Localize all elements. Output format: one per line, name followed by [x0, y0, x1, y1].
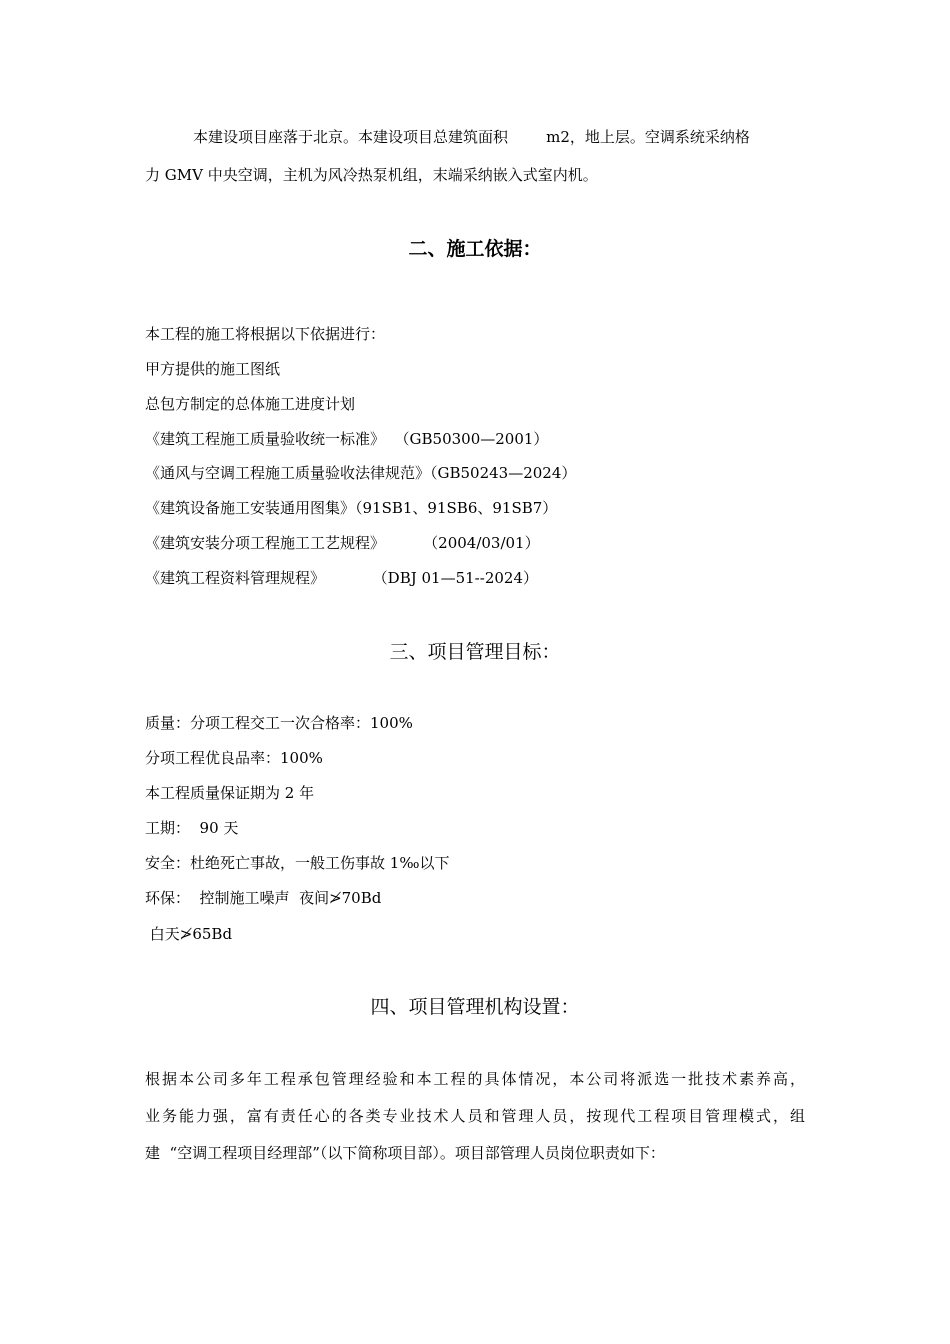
goal-item: 安全：杜绝死亡事故，一般工伤事故 1‰以下: [145, 854, 450, 872]
org-paragraph-line-2: 业务能力强，富有责任心的各类专业技术人员和管理人员，按现代工程项目管理模式，组: [145, 1107, 805, 1125]
section-2-heading: 二、施工依据：: [408, 238, 542, 260]
intro-line-1: 本建设项目座落于北京。本建设项目总建筑面积 m2，地上层。空调系统采纳格: [193, 128, 750, 146]
goal-item: 工期： 90 天: [145, 819, 239, 837]
section-4-heading: 四、项目管理机构设置：: [370, 996, 580, 1018]
basis-item: 《通风与空调工程施工质量验收法律规范》（GB50243—2024）: [145, 464, 577, 482]
goal-item: 环保： 控制施工噪声 夜间≯70Bd: [145, 889, 382, 907]
goal-item: 白天≯65Bd: [145, 925, 233, 943]
basis-item: 本工程的施工将根据以下依据进行：: [145, 325, 386, 343]
basis-item: 《建筑设备施工安装通用图集》（91SB1、91SB6、91SB7）: [145, 499, 558, 517]
basis-item: 总包方制定的总体施工进度计划: [145, 395, 356, 413]
org-paragraph-line-3: 建 “空调工程项目经理部”（以下简称项目部）。项目部管理人员岗位职责如下：: [145, 1144, 665, 1162]
basis-item: 《建筑工程资料管理规程》 （DBJ 01—51--2024）: [145, 569, 538, 587]
goal-item: 本工程质量保证期为 2 年: [145, 784, 315, 802]
basis-item: 《建筑工程施工质量验收统一标准》 （GB50300—2001）: [145, 430, 549, 448]
intro-line-2: 力 GMV 中央空调，主机为风冷热泵机组，末端采纳嵌入式室内机。: [145, 166, 598, 184]
goal-item: 分项工程优良品率：100%: [145, 749, 323, 767]
section-3-heading: 三、项目管理目标：: [389, 641, 561, 663]
basis-item: 甲方提供的施工图纸: [145, 360, 281, 378]
basis-item: 《建筑安装分项工程施工工艺规程》 （2004/03/01）: [145, 534, 540, 552]
goal-item: 质量：分项工程交工一次合格率：100%: [145, 714, 413, 732]
org-paragraph-line-1: 根据本公司多年工程承包管理经验和本工程的具体情况，本公司将派选一批技术素养高，: [145, 1070, 805, 1088]
